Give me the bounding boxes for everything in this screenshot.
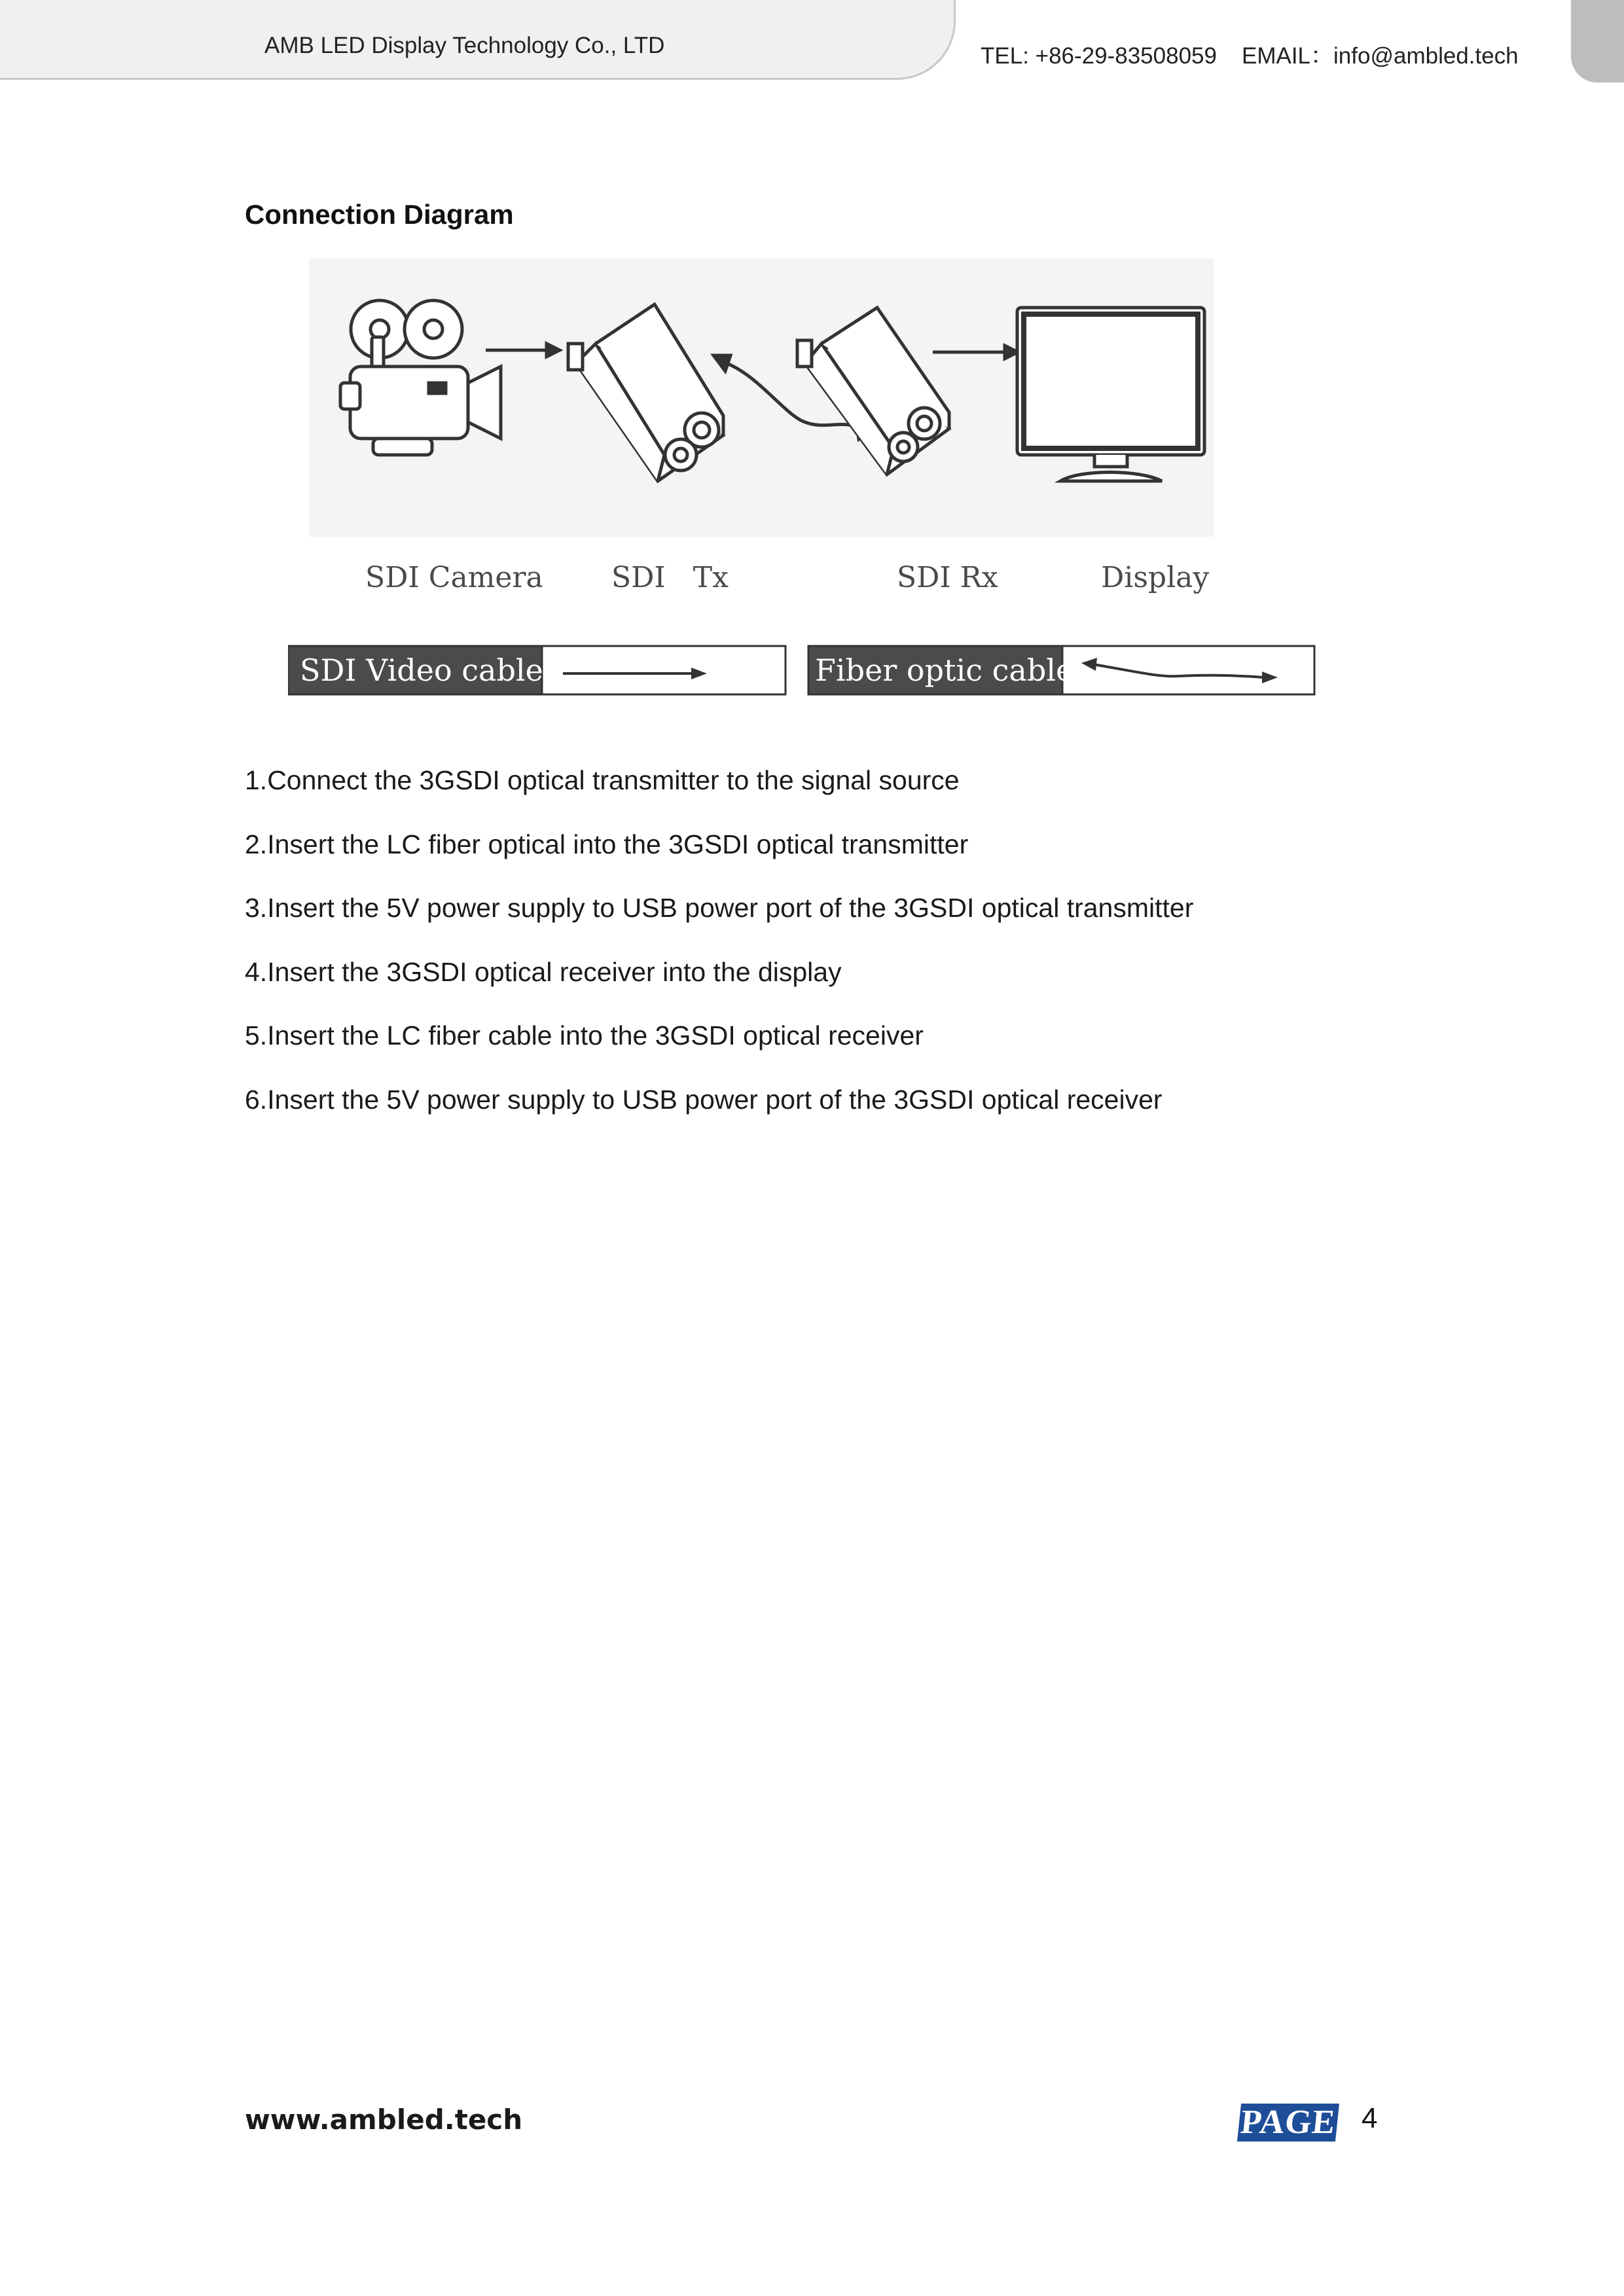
page-number: 4 bbox=[1362, 2102, 1378, 2134]
step-item: 3.Insert the 5V power supply to USB power port of the 3GSDI optical transmitter bbox=[245, 893, 1194, 923]
contact-info bbox=[981, 38, 1519, 71]
legend-video-cable-label: SDI Video cable bbox=[300, 653, 543, 688]
step-item: 5.Insert the LC fiber cable into the 3GSDI optical receiver bbox=[245, 1020, 924, 1050]
label-display: Display bbox=[1101, 561, 1210, 594]
company-name: AMB LED Display Technology Co., LTD bbox=[264, 33, 665, 58]
step-item: 1.Connect the 3GSDI optical transmitter to the signal source bbox=[245, 765, 960, 795]
phone-number: TEL: +86-29-83508059 bbox=[981, 43, 1217, 69]
label-sdi-rx: SDI Rx bbox=[897, 561, 998, 594]
label-sdi-tx: SDI Tx bbox=[611, 561, 729, 594]
email-address: EMAIL：info@ambled.tech bbox=[1241, 43, 1519, 69]
legend-video-cable bbox=[288, 646, 785, 694]
section-title: Connection Diagram bbox=[245, 199, 514, 230]
connection-diagram bbox=[288, 259, 1335, 704]
legend-fiber-cable bbox=[808, 646, 1314, 694]
step-item: 4.Insert the 3GSDI optical receiver into the display bbox=[245, 956, 842, 987]
step-item: 2.Insert the LC fiber optical into the 3GSDI optical transmitter bbox=[245, 829, 969, 859]
display-icon bbox=[1017, 308, 1204, 481]
footer-website-link[interactable]: www.ambled.tech bbox=[245, 2104, 523, 2136]
legend-fiber-cable-label: Fiber optic cable bbox=[815, 653, 1074, 688]
page-label-badge: PAGE bbox=[1237, 2104, 1339, 2142]
instruction-steps bbox=[245, 761, 1193, 1143]
label-sdi-camera: SDI Camera bbox=[365, 561, 543, 594]
step-item: 6.Insert the 5V power supply to USB power port of the 3GSDI optical receiver bbox=[245, 1084, 1163, 1115]
header-tab bbox=[1571, 0, 1624, 82]
